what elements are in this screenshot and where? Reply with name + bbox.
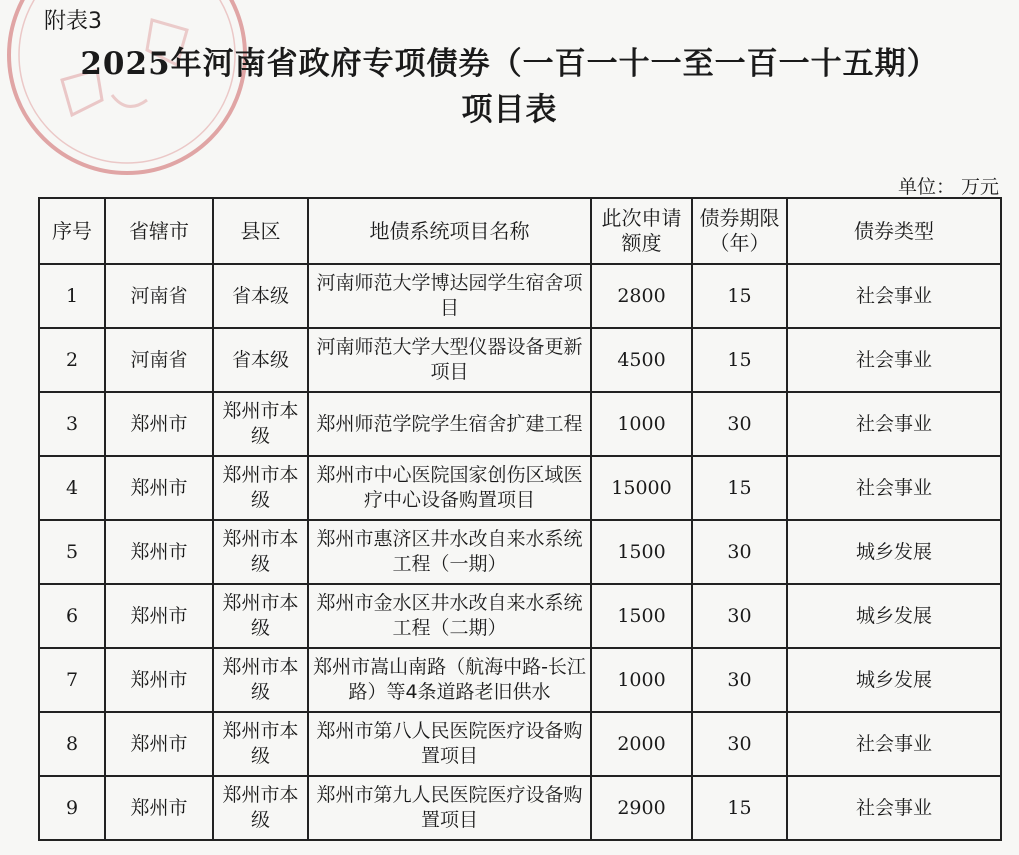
table-row [39, 776, 1001, 840]
cell-seq: 8 [39, 712, 105, 776]
cell-city: 郑州市 [105, 456, 213, 520]
cell-project-name [308, 584, 591, 648]
document-subtitle: 项目表 [461, 92, 558, 128]
table-row [39, 456, 1001, 520]
cell-project-name [308, 264, 591, 328]
project-name-text: 郑州市第九人民医院医疗设备购置项目 [316, 784, 583, 831]
cell-term: 15 [692, 264, 787, 328]
header-bond-type: 债券类型 [787, 198, 1001, 264]
table-header-row [39, 198, 1001, 264]
cell-bond-type: 社会事业 [787, 392, 1001, 456]
table-row [39, 520, 1001, 584]
cell-seq: 9 [39, 776, 105, 840]
cell-county: 郑州市本级 [213, 392, 308, 456]
cell-county: 郑州市本级 [213, 584, 308, 648]
project-name-text: 郑州市惠济区井水改自来水系统工程（一期） [316, 528, 583, 575]
cell-bond-type: 城乡发展 [787, 648, 1001, 712]
cell-term: 30 [692, 392, 787, 456]
header-city: 省辖市 [105, 198, 213, 264]
cell-seq: 2 [39, 328, 105, 392]
cell-amount: 15000 [591, 456, 692, 520]
table-row [39, 712, 1001, 776]
cell-bond-type: 社会事业 [787, 712, 1001, 776]
cell-amount: 1500 [591, 520, 692, 584]
cell-bond-type: 社会事业 [787, 328, 1001, 392]
cell-seq: 6 [39, 584, 105, 648]
header-seq: 序号 [39, 198, 105, 264]
header-project-name: 地债系统项目名称 [308, 198, 591, 264]
cell-project-name [308, 456, 591, 520]
cell-project-name [308, 328, 591, 392]
header-county: 县区 [213, 198, 308, 264]
cell-amount: 2800 [591, 264, 692, 328]
cell-city: 郑州市 [105, 648, 213, 712]
cell-term: 15 [692, 776, 787, 840]
cell-term: 30 [692, 712, 787, 776]
cell-project-name [308, 648, 591, 712]
cell-city: 郑州市 [105, 712, 213, 776]
cell-bond-type: 社会事业 [787, 456, 1001, 520]
unit-label: 单位： 万元 [897, 176, 999, 198]
cell-amount: 2000 [591, 712, 692, 776]
cell-city: 郑州市 [105, 520, 213, 584]
cell-project-name [308, 392, 591, 456]
cell-amount: 1000 [591, 648, 692, 712]
table-row [39, 328, 1001, 392]
cell-project-name [308, 520, 591, 584]
project-name-text: 郑州市嵩山南路（航海中路-长江路）等4条道路老旧供水 [313, 656, 586, 703]
project-name-text: 郑州市中心医院国家创伤区域医疗中心设备购置项目 [316, 464, 583, 511]
cell-term: 30 [692, 648, 787, 712]
cell-city: 河南省 [105, 264, 213, 328]
cell-term: 30 [692, 584, 787, 648]
document-title: 2025年河南省政府专项债券（一百一十一至一百一十五期） [80, 46, 939, 82]
header-term: 债券期限（年） [692, 198, 787, 264]
table-row [39, 648, 1001, 712]
project-name-text: 河南师范大学博达园学生宿舍项目 [316, 272, 583, 319]
table-row [39, 264, 1001, 328]
cell-bond-type: 社会事业 [787, 776, 1001, 840]
cell-county: 省本级 [213, 328, 308, 392]
cell-seq: 4 [39, 456, 105, 520]
cell-bond-type: 社会事业 [787, 264, 1001, 328]
project-table [38, 197, 1002, 841]
cell-county: 省本级 [213, 264, 308, 328]
cell-amount: 1000 [591, 392, 692, 456]
annex-label: 附表3 [44, 9, 102, 34]
project-name-text: 郑州市金水区井水改自来水系统工程（二期） [316, 592, 583, 639]
header-amount: 此次申请额度 [591, 198, 692, 264]
cell-amount: 4500 [591, 328, 692, 392]
cell-seq: 3 [39, 392, 105, 456]
cell-county: 郑州市本级 [213, 456, 308, 520]
cell-county: 郑州市本级 [213, 520, 308, 584]
project-name-text: 郑州师范学院学生宿舍扩建工程 [316, 412, 583, 435]
cell-seq: 1 [39, 264, 105, 328]
cell-city: 郑州市 [105, 392, 213, 456]
cell-term: 15 [692, 456, 787, 520]
cell-county: 郑州市本级 [213, 776, 308, 840]
cell-county: 郑州市本级 [213, 648, 308, 712]
table-row [39, 392, 1001, 456]
cell-term: 15 [692, 328, 787, 392]
cell-bond-type: 城乡发展 [787, 520, 1001, 584]
table-row [39, 584, 1001, 648]
cell-project-name [308, 712, 591, 776]
cell-amount: 1500 [591, 584, 692, 648]
cell-city: 郑州市 [105, 584, 213, 648]
cell-seq: 7 [39, 648, 105, 712]
project-name-text: 河南师范大学大型仪器设备更新项目 [316, 336, 583, 383]
cell-term: 30 [692, 520, 787, 584]
cell-amount: 2900 [591, 776, 692, 840]
cell-project-name [308, 776, 591, 840]
cell-county: 郑州市本级 [213, 712, 308, 776]
cell-city: 河南省 [105, 328, 213, 392]
cell-seq: 5 [39, 520, 105, 584]
cell-bond-type: 城乡发展 [787, 584, 1001, 648]
cell-city: 郑州市 [105, 776, 213, 840]
project-name-text: 郑州市第八人民医院医疗设备购置项目 [316, 720, 583, 767]
